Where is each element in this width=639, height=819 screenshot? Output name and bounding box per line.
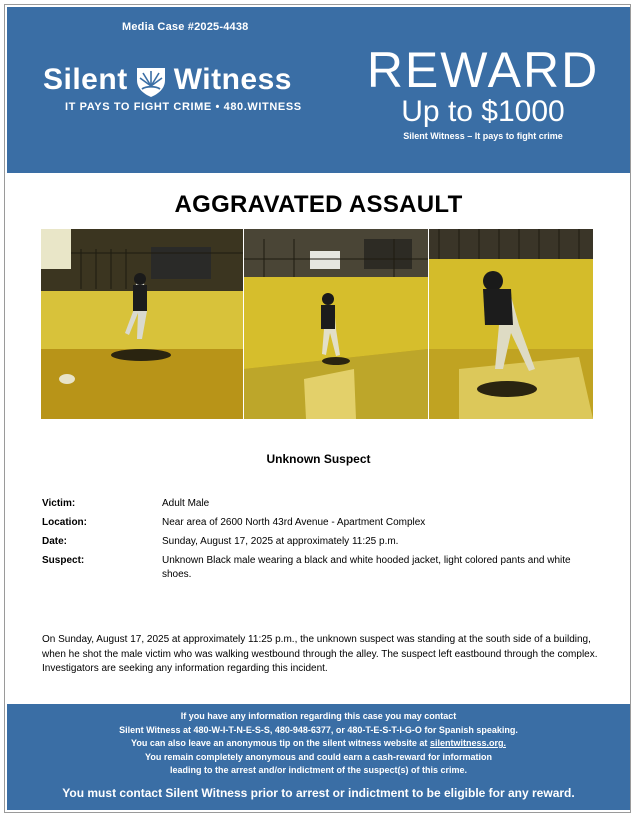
photo-caption: Unknown Suspect — [266, 452, 371, 466]
footer-line: If you have any information regarding this case you may contact — [180, 711, 457, 721]
surveillance-photo-3 — [429, 229, 593, 419]
silent-witness-logo — [43, 62, 343, 113]
media-case-number: Media Case #2025-4438 — [122, 21, 249, 33]
logo-tagline: IT PAYS TO FIGHT CRIME • 480.WITNESS — [65, 101, 302, 113]
surveillance-photo-1 — [41, 229, 243, 419]
surveillance-photo-2 — [244, 229, 428, 419]
detail-value: Unknown Black male wearing a black and white hooded jacket, light colored pants and white shoes. — [162, 555, 571, 580]
reward-note: Silent Witness – It pays to fight crime — [403, 131, 563, 141]
footer-banner — [7, 704, 630, 810]
detail-label: Date: — [42, 536, 68, 547]
logo-word-left: Silent — [43, 63, 128, 96]
detail-label: Location: — [42, 517, 87, 528]
footer-line: leading to the arrest and/or indictment of the suspect(s) of this crime. — [169, 765, 468, 775]
website-link[interactable]: silentwitness.org. — [429, 738, 506, 748]
reward-amount: Up to $1000 — [401, 95, 565, 128]
crime-title: AGGRAVATED ASSAULT — [174, 191, 463, 218]
detail-row-suspect — [42, 554, 602, 582]
footer-line: You remain completely anonymous and could earn a cash-reward for information — [145, 751, 492, 762]
case-details — [42, 497, 602, 587]
detail-row-victim — [42, 497, 602, 511]
footer-line: Silent Witness at 480-W-I-T-N-E-S-S, 480-948-6377, or 480-T-E-S-T-I-G-O for Spanish speaking. — [119, 724, 518, 735]
footer-line-text: You can also leave an anonymous tip on the silent witness website at — [131, 738, 430, 748]
shield-sunburst-icon — [134, 62, 168, 98]
footer-line — [7, 737, 630, 751]
detail-row-location — [42, 516, 602, 530]
detail-value: Near area of 2600 North 43rd Avenue - Apartment Complex — [162, 517, 426, 528]
detail-value: Adult Male — [162, 498, 210, 509]
incident-narrative: On Sunday, August 17, 2025 at approximately 11:25 p.m., the unknown suspect was standing at the south side of a building, when he shot the male victim who was walking westbound through the alley. The suspect left eastbound through the complex. Investigators are seeking any information regarding this incident. — [42, 634, 598, 674]
detail-label: Suspect: — [42, 555, 85, 566]
reward-title: REWARD — [366, 42, 600, 98]
detail-row-date — [42, 535, 602, 549]
detail-label: Victim: — [42, 498, 76, 509]
eligibility-notice: You must contact Silent Witness prior to arrest or indictment to be eligible for any reward. — [62, 785, 575, 800]
detail-value: Sunday, August 17, 2025 at approximately 11:25 p.m. — [162, 536, 399, 547]
header-banner — [7, 7, 630, 173]
logo-word-right: Witness — [173, 63, 292, 96]
